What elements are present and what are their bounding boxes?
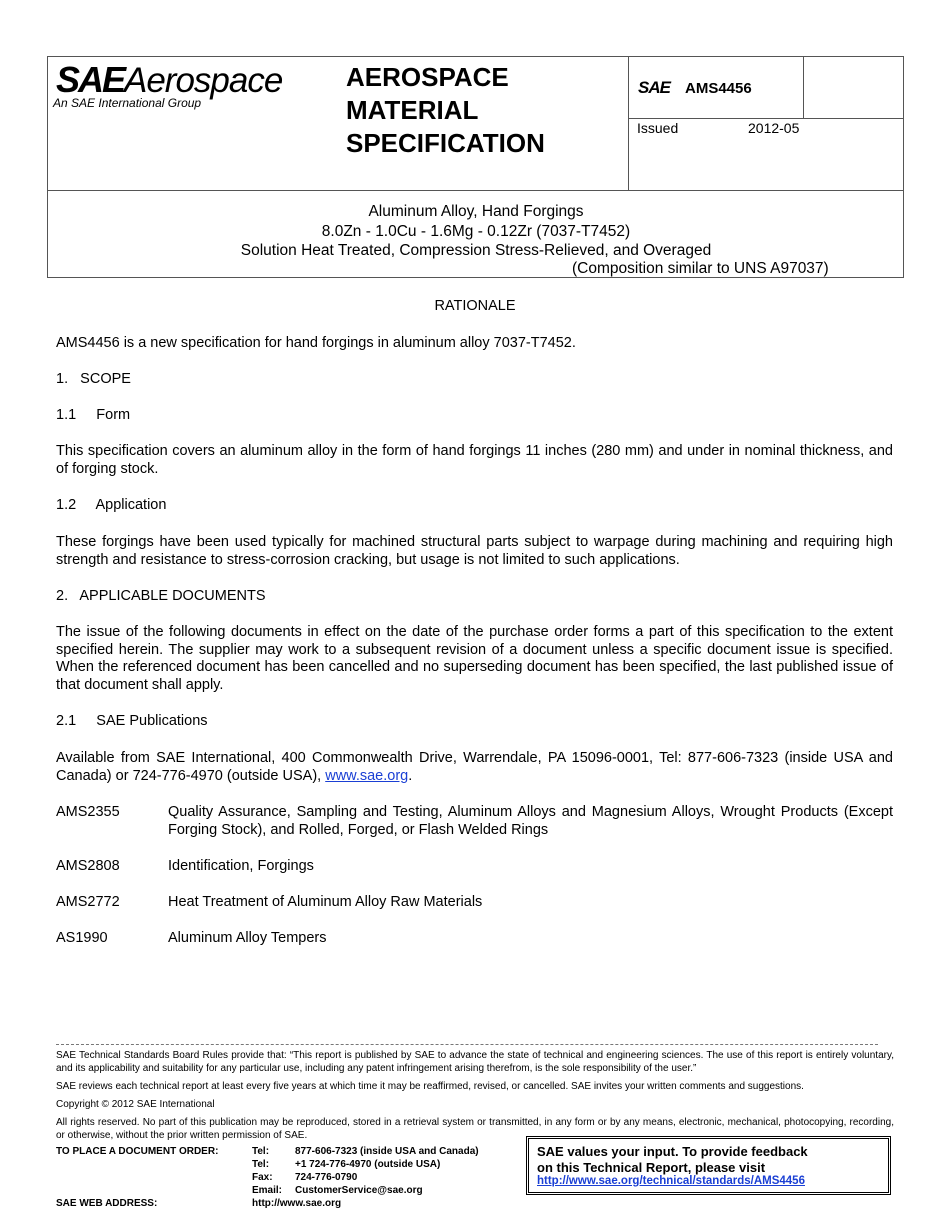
title-line: Aluminum Alloy, Hand Forgings xyxy=(368,203,584,220)
divider xyxy=(628,118,904,119)
title-line-composition: (Composition similar to UNS A97037) xyxy=(572,260,829,277)
sae-logo-word: Aerospace xyxy=(124,61,283,100)
contact-label: Email: xyxy=(252,1185,283,1196)
divider xyxy=(803,57,804,119)
section-heading: 1.1 Form xyxy=(56,407,131,423)
web-address[interactable]: http://www.sae.org xyxy=(252,1198,342,1209)
contact-value: 724-776-0790 xyxy=(295,1172,358,1183)
reference-code: AMS2355 xyxy=(56,804,120,820)
sae-mini-logo: SAE xyxy=(638,78,670,97)
spec-title-line: MATERIAL xyxy=(346,95,479,125)
reference-description: Heat Treatment of Aluminum Alloy Raw Materials xyxy=(168,894,483,910)
issued-date: 2012-05 xyxy=(748,120,800,136)
contact-email[interactable]: CustomerService@sae.org xyxy=(295,1185,423,1196)
paragraph: These forgings have been used typically for machined structural parts subject to warpage during machining and requiring high strength and resistance to stress-corrosion cracking, but usage is not limited to such applications. xyxy=(56,534,893,568)
section-heading: 1.2 Application xyxy=(56,497,167,513)
issued-label: Issued xyxy=(637,120,679,136)
period: . xyxy=(408,767,413,784)
reference-description: Identification, Forgings xyxy=(168,858,314,874)
sae-website-link[interactable]: www.sae.org xyxy=(325,767,409,784)
paragraph xyxy=(56,750,893,785)
document-title xyxy=(48,202,904,261)
reference-description: Aluminum Alloy Tempers xyxy=(168,930,327,946)
reference-code: AS1990 xyxy=(56,930,108,946)
section-heading: 2. APPLICABLE DOCUMENTS xyxy=(56,588,266,604)
spec-type-title xyxy=(346,61,545,160)
paragraph: This specification covers an aluminum alloy in the form of hand forgings 11 inches (280 mm) and under in nominal thickness, and of forging stock. xyxy=(56,443,893,477)
footer-divider xyxy=(56,1044,878,1045)
section-heading: 2.1 SAE Publications xyxy=(56,713,208,729)
reference-code: AMS2772 xyxy=(56,894,120,910)
feedback-link[interactable]: http://www.sae.org/technical/standards/AMS4456 xyxy=(537,1175,805,1187)
rationale-text: AMS4456 is a new specification for hand forgings in aluminum alloy 7037-T7452. xyxy=(56,335,576,351)
order-label: TO PLACE A DOCUMENT ORDER: xyxy=(56,1146,219,1157)
rights-text: All rights reserved. No part of this publication may be reproduced, stored in a retrieval system or transmitted, in any form or by any means, electronic, mechanical, photocopying, recording, or otherwise, without the prior written permission of SAE. xyxy=(56,1117,894,1141)
divider xyxy=(48,190,904,191)
contact-value: +1 724-776-4970 (outside USA) xyxy=(295,1159,441,1170)
title-line: Solution Heat Treated, Compression Stress-Relieved, and Overaged xyxy=(240,242,712,259)
logo-subtitle: An SAE International Group xyxy=(53,96,202,110)
sae-logo-mark: SAE xyxy=(56,59,125,100)
divider xyxy=(628,57,629,190)
document-number: AMS4456 xyxy=(685,80,752,97)
contact-value: 877-606-7323 (inside USA and Canada) xyxy=(295,1146,479,1157)
header-box xyxy=(47,56,904,278)
web-label: SAE WEB ADDRESS: xyxy=(56,1198,158,1209)
spec-title-line: AEROSPACE xyxy=(346,62,509,92)
feedback-box xyxy=(526,1136,891,1195)
available-text: Available from SAE International, 400 Commonwealth Drive, Warrendale, PA 15096-0001, Tel: 877-606-7323 (inside USA and Canada) or 724-776-4970 (outside USA), xyxy=(56,750,893,784)
title-line: 8.0Zn - 1.0Cu - 1.6Mg - 0.12Zr (7037-T7452) xyxy=(321,222,631,240)
paragraph: The issue of the following documents in effect on the date of the purchase order forms a part of this specification to the extent specified herein. The supplier may work to a subsequent revision of a document unless a specific document issue is specified. When the referenced document has been cancelled and no superseding document has been specified, the last published issue of that document shall apply. xyxy=(56,624,893,693)
reference-code: AMS2808 xyxy=(56,858,120,874)
section-heading: 1. SCOPE xyxy=(56,371,131,387)
feedback-text: on this Technical Report, please visit xyxy=(537,1159,766,1175)
contact-label: Tel: xyxy=(252,1146,270,1157)
reference-description: Quality Assurance, Sampling and Testing, Aluminum Alloys and Magnesium Alloys, Wrought Products (Except Forging Stock), and Rolled, Forged, or Flash Welded Rings xyxy=(168,804,893,838)
copyright-text: Copyright © 2012 SAE International xyxy=(56,1099,215,1110)
feedback-text: SAE values your input. To provide feedback xyxy=(537,1144,808,1159)
contact-label: Tel: xyxy=(252,1159,270,1170)
review-text: SAE reviews each technical report at least every five years at which time it may be reaffirmed, revised, or cancelled. SAE invites your written comments and suggestions. xyxy=(56,1081,804,1092)
board-rules-text: SAE Technical Standards Board Rules provide that: “This report is published by SAE to advance the state of technical and engineering sciences. The use of this report is entirely voluntary, and its applicability and suitability for any particular use, including any patent infringement arising therefrom, is the sole responsibility of the user.” xyxy=(56,1050,894,1074)
rationale-heading: RATIONALE xyxy=(434,298,516,314)
spec-title-line: SPECIFICATION xyxy=(346,128,545,158)
contact-label: Fax: xyxy=(252,1172,273,1183)
